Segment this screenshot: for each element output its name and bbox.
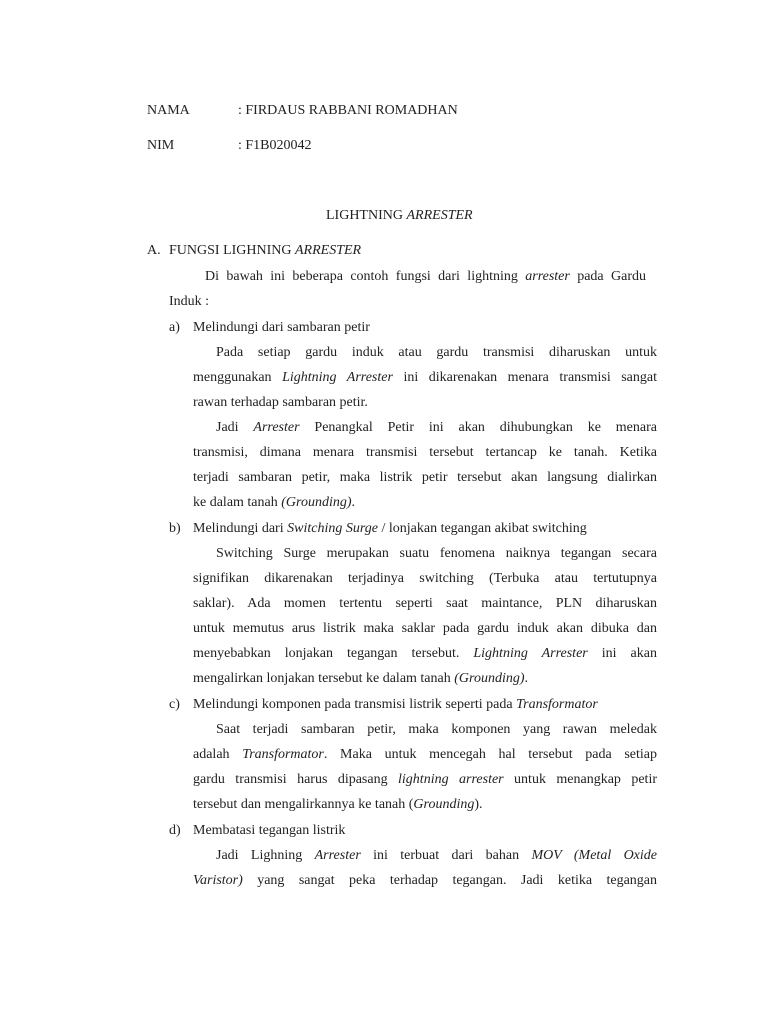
item-b-line-1: Switching Surge merupakan suatu fenomena naiknya tegangan secara (216, 546, 657, 561)
item-a-p2-line-3: terjadi sambaran petir, maka listrik petir tersebut akan langsung dialirkan (193, 470, 657, 485)
section-a-heading (169, 243, 361, 259)
item-b-line-2: signifikan dikarenakan terjadinya switching (Terbuka atau tertutupnya (193, 571, 657, 586)
name-label: NAMA (147, 103, 190, 118)
intro-line-2: Induk : (169, 294, 210, 309)
item-d-line-2: Varistor) yang sangat peka terhadap tegangan. Jadi ketika tegangan (193, 873, 657, 888)
item-a-p2-line-1: Jadi Arrester Penangkal Petir ini akan dihubungkan ke menara (216, 420, 657, 435)
nim-label: NIM (147, 138, 175, 153)
document-title (326, 208, 473, 224)
item-a-p1-line-2: menggunakan Lightning Arrester ini dikarenakan menara transmisi sangat (193, 370, 658, 385)
item-b-line-4: untuk memutus arus listrik maka saklar pada gardu induk akan dibuka dan (193, 621, 657, 636)
item-a-p1-line-1: Pada setiap gardu induk atau gardu transmisi diharuskan untuk (216, 345, 657, 360)
section-a-heading-italic: ARRESTER (295, 243, 362, 258)
intro-line-1: Di bawah ini beberapa contoh fungsi dari lightning arrester pada Gardu (205, 269, 647, 284)
item-b-title: Melindungi dari Switching Surge / lonjakan tegangan akibat switching (193, 521, 587, 536)
item-c-line-3: gardu transmisi harus dipasang lightning arrester untuk menangkap petir (193, 772, 658, 787)
item-a-p2-line-4: ke dalam tanah (Grounding). (193, 495, 356, 510)
document-title-italic: ARRESTER (406, 208, 473, 223)
item-d-marker: d) (169, 823, 181, 838)
section-a-marker: A. (147, 243, 161, 258)
item-c-line-1: Saat terjadi sambaran petir, maka komponen yang rawan meledak (216, 722, 657, 737)
item-b-marker: b) (169, 521, 181, 536)
item-b-line-5: menyebabkan lonjakan tegangan tersebut. Lightning Arrester ini akan (193, 646, 657, 661)
item-c-line-2: adalah Transformator. Maka untuk mencegah hal tersebut pada setiap (193, 747, 657, 762)
section-a-heading-plain: FUNGSI LIGHNING (169, 243, 295, 258)
item-a-marker: a) (169, 320, 180, 335)
item-d-title: Membatasi tegangan listrik (193, 823, 346, 838)
name-value: : FIRDAUS RABBANI ROMADHAN (238, 103, 458, 118)
item-d-line-1: Jadi Lighning Arrester ini terbuat dari bahan MOV (Metal Oxide (216, 848, 657, 863)
item-a-title: Melindungi dari sambaran petir (193, 320, 370, 335)
item-b-line-6: mengalirkan lonjakan tersebut ke dalam tanah (Grounding). (193, 671, 529, 686)
nim-value: : F1B020042 (238, 138, 312, 153)
item-a-p1-line-3: rawan terhadap sambaran petir. (193, 395, 368, 410)
item-c-marker: c) (169, 697, 180, 712)
item-b-line-3: saklar). Ada momen tertentu seperti saat maintance, PLN diharuskan (193, 596, 657, 611)
item-a-p2-line-2: transmisi, dimana menara transmisi tersebut tertancap ke tanah. Ketika (193, 445, 657, 460)
document-title-plain: LIGHTNING (326, 208, 407, 223)
item-c-title: Melindungi komponen pada transmisi listrik seperti pada Transformator (193, 697, 598, 712)
item-c-line-4: tersebut dan mengalirkannya ke tanah (Grounding). (193, 797, 483, 812)
